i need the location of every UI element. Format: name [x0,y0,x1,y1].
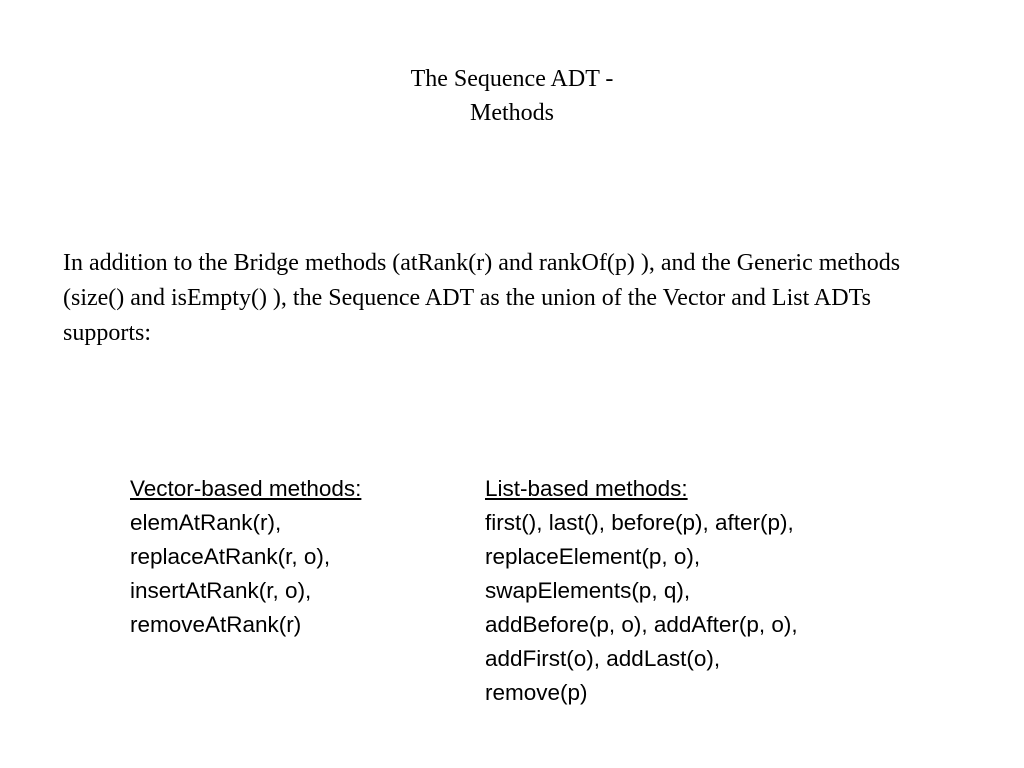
list-method-line: addBefore(p, o), addAfter(p, o), [485,612,798,637]
list-methods-column [485,472,905,710]
vector-method-line: replaceAtRank(r, o), [130,544,331,569]
title-line-2: Methods [470,100,554,126]
slide-title [0,62,1024,130]
list-method-line: replaceElement(p, o), [485,544,701,569]
vector-methods-column [130,472,460,642]
vector-method-line: insertAtRank(r, o), [130,578,312,603]
vector-method-line: removeAtRank(r) [130,612,302,637]
title-line-1: The Sequence ADT - [410,66,614,92]
intro-paragraph: In addition to the Bridge methods (atRank(r) and rankOf(p) ), and the Generic methods (size() and isEmpty() ), the Sequence ADT as the union of the Vector and List ADTs supports: [63,250,901,346]
list-methods-heading: List-based methods: [485,476,688,501]
list-method-line: addFirst(o), addLast(o), [485,646,721,671]
vector-methods-heading: Vector-based methods: [130,476,362,501]
vector-method-line: elemAtRank(r), [130,510,282,535]
list-method-line: remove(p) [485,680,588,705]
list-method-line: swapElements(p, q), [485,578,691,603]
list-method-line: first(), last(), before(p), after(p), [485,510,794,535]
